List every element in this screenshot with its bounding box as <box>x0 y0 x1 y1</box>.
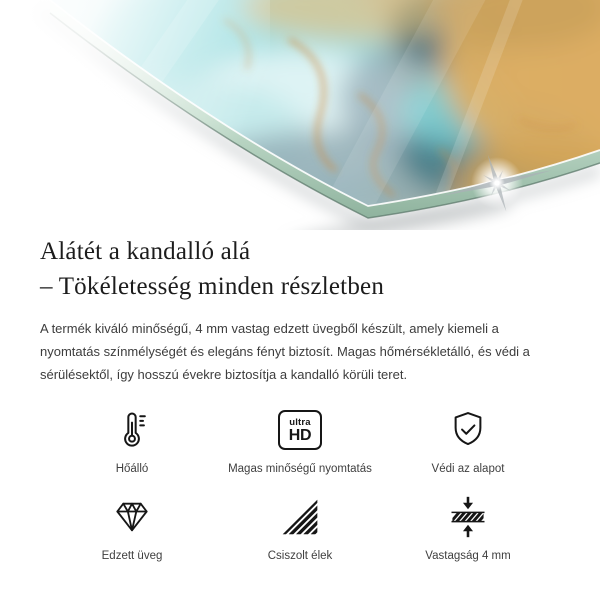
feature-tempered-glass <box>52 493 212 563</box>
feature-label: Hőálló <box>115 463 149 475</box>
product-image <box>0 0 600 230</box>
title-line-1: Alátét a kandalló alá <box>40 238 251 265</box>
thermometer-icon <box>110 406 154 454</box>
polished-edges-icon <box>278 493 322 541</box>
diamond-icon <box>110 493 154 541</box>
glass-panel-photo <box>0 0 600 230</box>
shield-check-icon <box>446 406 490 454</box>
features-grid <box>52 406 548 563</box>
feature-base-protection <box>388 406 548 476</box>
feature-label: Védi az alapot <box>431 463 505 475</box>
feature-polished-edges <box>220 493 380 563</box>
ultra-hd-badge-icon: ultra HD <box>278 406 322 454</box>
title-line-2: – Tökéletesség minden részletben <box>40 273 385 300</box>
feature-label: Magas minőségű nyomtatás <box>228 463 372 475</box>
feature-label: Csiszolt élek <box>267 550 333 562</box>
feature-label: Edzett üveg <box>101 550 163 562</box>
feature-label: Vastagság 4 mm <box>425 550 511 562</box>
page-title <box>40 234 560 304</box>
feature-print-quality <box>220 406 380 476</box>
feature-heat-resistant <box>52 406 212 476</box>
feature-thickness <box>388 493 548 563</box>
product-description: A termék kiváló minőségű, 4 mm vastag edzett üvegből készült, amely kiemeli a nyomtatás színmélységét és elegáns fényt biztosít. Magas hőmérsékletálló, és védi a sérülésektől, így hosszú évekre biztosítja a kandalló körüli teret. <box>40 321 530 382</box>
product-info <box>0 230 600 563</box>
thickness-arrows-icon <box>446 493 490 541</box>
